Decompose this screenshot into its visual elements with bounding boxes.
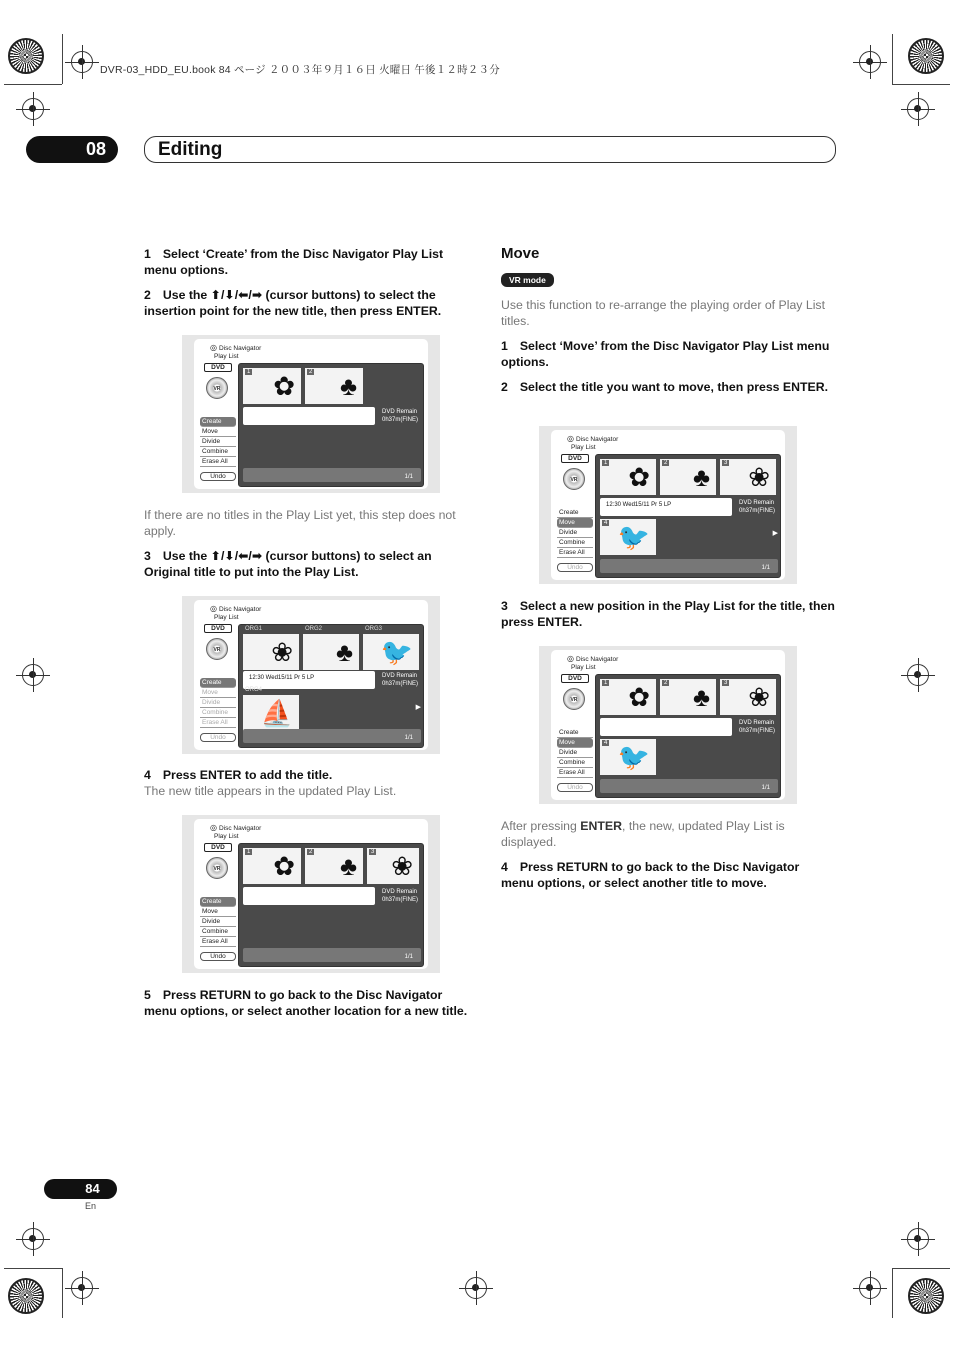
dvd-remain: DVD Remain 0h37m(FINE) <box>382 673 419 687</box>
title-thumb[interactable]: 3 ❀ <box>720 459 776 495</box>
title-thumb[interactable]: 3 ❀ <box>720 679 776 715</box>
language-code: En <box>85 1201 97 1211</box>
screenshot-select-original: ◎ Disc Navigator Play List DVD VR Create Move Divide Combine Erase All Undo ORG1 ❀ ORG2 ♣ ORG3 🐦 12:30 Wed15/11 Pr 5 LP DVD Remain 0h37m(FINE) ORG4 ⛵ ▶ 1/1 <box>182 596 440 754</box>
flower-icon: ❀ <box>748 682 770 712</box>
flower-icon: ❀ <box>748 462 770 492</box>
crop-mark <box>892 1268 893 1318</box>
vr-disc-icon: VR <box>206 857 228 879</box>
left-column-middle <box>144 507 477 580</box>
tree-icon: ♣ <box>339 371 357 401</box>
create-step-5: 5 Press RETURN to go back to the Disc Navigator menu options, or select another location for a new title. <box>144 988 468 1018</box>
registration-mark-icon <box>859 1277 881 1299</box>
crop-mark <box>62 1268 63 1318</box>
playlist-area <box>238 843 424 967</box>
left-column <box>144 246 477 319</box>
dvd-logo: DVD <box>561 454 589 463</box>
after-enter-note: After pressing ENTER, the new, updated Play List is displayed. <box>501 819 785 849</box>
title-thumb[interactable]: 2 ♣ <box>660 679 716 715</box>
starburst-icon <box>8 38 44 74</box>
registration-mark-icon <box>907 664 929 686</box>
registration-mark-icon <box>71 51 93 73</box>
menu-combine[interactable]: Combine <box>200 447 236 457</box>
playlist-menu <box>557 508 593 558</box>
menu-combine[interactable]: Combine <box>557 538 593 548</box>
page-indicator: 1/1 <box>404 474 413 480</box>
registration-mark-icon <box>22 1228 44 1250</box>
title-info-box: 12:30 Wed15/11 Pr 5 LP <box>243 671 375 689</box>
menu-create[interactable]: Create <box>557 508 593 518</box>
playlist-menu <box>200 678 236 728</box>
starburst-icon <box>8 1278 44 1314</box>
create-step-1: 1 Select ‘Create’ from the Disc Navigator Play List menu options. <box>144 247 444 277</box>
playlist-area <box>595 674 781 798</box>
tree-icon: ♣ <box>339 851 357 881</box>
tree-icon: ♣ <box>335 637 353 667</box>
create-step-2: 2 Use the ⬆/⬇/⬅/➡ (cursor buttons) to select the insertion point for the new title, then press ENTER. <box>144 288 442 318</box>
dvd-logo: DVD <box>204 363 232 372</box>
menu-move[interactable]: Move <box>200 688 236 698</box>
playlist-area <box>238 363 424 487</box>
section-heading-move: Move <box>501 245 540 262</box>
right-column <box>501 245 835 395</box>
playlist-area <box>595 454 781 578</box>
move-step-1: 1 Select ‘Move’ from the Disc Navigator Play List menu options. <box>501 339 830 369</box>
org-thumb[interactable]: ORG1 ❀ <box>243 634 299 670</box>
menu-move[interactable]: Move <box>557 518 593 528</box>
leaf-icon: ✿ <box>273 371 295 401</box>
menu-create[interactable]: Create <box>557 728 593 738</box>
registration-mark-icon <box>22 98 44 120</box>
menu-combine[interactable]: Combine <box>200 708 236 718</box>
menu-erase-all[interactable]: Erase All <box>557 548 593 558</box>
print-file-info: DVR-03_HDD_EU.book 84 ページ ２００３年９月１６日 火曜日 午後１２時２３分 <box>100 64 500 76</box>
menu-combine[interactable]: Combine <box>200 927 236 937</box>
menu-divide[interactable]: Divide <box>200 437 236 447</box>
title-thumb[interactable]: 1 ✿ <box>600 459 656 495</box>
bird-icon: 🐦 <box>380 637 413 667</box>
screenshot-updated-playlist: ◎ Disc Navigator Play List DVD VR Create Move Divide Combine Erase All Undo 1 ✿ 2 ♣ 3 ❀ DVD Remain 0h37m(FINE) 1/1 <box>182 815 440 973</box>
menu-divide[interactable]: Divide <box>557 528 593 538</box>
left-column-step5 <box>144 987 477 1019</box>
title-info-box <box>600 718 732 736</box>
dvd-logo: DVD <box>204 624 232 633</box>
registration-mark-icon <box>71 1277 93 1299</box>
status-bar <box>243 468 421 482</box>
org-thumb[interactable]: ORG2 ♣ <box>303 634 359 670</box>
leaf-icon: ✿ <box>628 462 650 492</box>
flower-icon: ❀ <box>391 851 413 881</box>
original-area <box>238 624 424 748</box>
page-indicator: 1/1 <box>761 785 770 791</box>
scroll-right-icon[interactable]: ▶ <box>772 530 778 537</box>
playlist-menu <box>200 897 236 947</box>
menu-divide[interactable]: Divide <box>200 917 236 927</box>
status-bar <box>600 559 778 573</box>
menu-move[interactable]: Move <box>200 427 236 437</box>
page-indicator: 1/1 <box>404 954 413 960</box>
status-bar <box>243 948 421 962</box>
title-thumb[interactable]: 1 ✿ <box>243 848 301 884</box>
title-info-box: 12:30 Wed15/11 Pr 5 LP <box>600 498 732 516</box>
starburst-icon <box>908 38 944 74</box>
registration-mark-icon <box>22 664 44 686</box>
vr-disc-icon: VR <box>206 638 228 660</box>
title-thumb[interactable]: 2 ♣ <box>305 368 363 404</box>
move-step-2: 2 Select the title you want to move, then press ENTER. <box>501 380 829 394</box>
title-thumb[interactable]: 2 ♣ <box>660 459 716 495</box>
move-intro: Use this function to re-arrange the playing order of Play List titles. <box>501 298 825 328</box>
menu-combine[interactable]: Combine <box>557 758 593 768</box>
leaf-icon: ✿ <box>273 851 295 881</box>
page-number: 84 <box>44 1179 117 1199</box>
crop-mark <box>62 34 63 84</box>
left-column-step4 <box>144 767 477 799</box>
dvd-remain: DVD Remain 0h37m(FINE) <box>382 889 419 903</box>
playlist-menu <box>200 417 236 467</box>
title-info-box <box>243 407 375 425</box>
tree-icon: ♣ <box>692 462 710 492</box>
menu-create[interactable]: Create <box>200 678 236 688</box>
title-thumb[interactable]: 2 ♣ <box>305 848 363 884</box>
screenshot-move-position: ◎ Disc Navigator Play List DVD VR Create Move Divide Combine Erase All Undo 1 ✿ 2 ♣ 3 ❀ DVD Remain 0h37m(FINE) 4 🐦 1/1 <box>539 646 797 804</box>
vr-disc-icon: VR <box>563 468 585 490</box>
registration-mark-icon <box>465 1277 487 1299</box>
vr-mode-badge: VR mode <box>501 273 554 287</box>
undo-button[interactable]: Undo <box>557 783 593 792</box>
vr-disc-icon: VR <box>206 377 228 399</box>
status-bar <box>600 779 778 793</box>
playlist-menu <box>557 728 593 778</box>
right-column-end <box>501 818 835 891</box>
crop-mark <box>4 84 62 85</box>
crop-mark <box>892 84 950 85</box>
org-thumb[interactable]: ORG3 🐦 <box>363 634 419 670</box>
vr-disc-icon: VR <box>563 688 585 710</box>
crop-mark <box>892 34 893 84</box>
menu-create[interactable]: Create <box>200 417 236 427</box>
menu-divide[interactable]: Divide <box>200 698 236 708</box>
tree-icon: ♣ <box>692 682 710 712</box>
crop-mark <box>892 1268 950 1269</box>
windsurfer-icon: ⛵ <box>260 698 293 728</box>
create-step-4: 4 Press ENTER to add the title. <box>144 768 333 782</box>
title-info-box <box>243 887 375 905</box>
dvd-remain: DVD Remain 0h37m(FINE) <box>382 409 419 423</box>
dvd-remain: DVD Remain 0h37m(FINE) <box>739 500 776 514</box>
chapter-title: Editing <box>144 136 836 163</box>
registration-mark-icon <box>859 51 881 73</box>
title-thumb[interactable]: 1 ✿ <box>600 679 656 715</box>
crop-mark <box>4 1268 62 1269</box>
note-new-title: The new title appears in the updated Play List. <box>144 784 397 798</box>
move-step-4: 4 Press RETURN to go back to the Disc Navigator menu options, or select another title to move. <box>501 860 800 890</box>
title-thumb[interactable]: 3 ❀ <box>367 848 419 884</box>
chapter-number-tab: 08 <box>26 136 118 163</box>
menu-erase-all[interactable]: Erase All <box>200 457 236 467</box>
screenshot-move-select: ◎ Disc Navigator Play List DVD VR Create Move Divide Combine Erase All Undo 1 ✿ 2 ♣ 3 ❀ 12:30 Wed15/11 Pr 5 LP DVD Remain 0h37m(FINE) 4 🐦 ▶ 1/1 <box>539 426 797 584</box>
menu-create[interactable]: Create <box>200 897 236 907</box>
screenshot-create-insert: ◎ Disc Navigator Play List DVD VR Create Move Divide Combine Erase All Undo 1 ✿ 2 ♣ DVD Remain 0h37m(FINE) 1/1 <box>182 335 440 493</box>
status-bar <box>243 729 421 743</box>
dvd-remain: DVD Remain 0h37m(FINE) <box>739 720 776 734</box>
menu-erase-all[interactable]: Erase All <box>200 718 236 728</box>
flower-icon: ❀ <box>271 637 293 667</box>
menu-divide[interactable]: Divide <box>557 748 593 758</box>
move-step-3: 3 Select a new position in the Play List for the title, then press ENTER. <box>501 599 835 629</box>
registration-mark-icon <box>907 1228 929 1250</box>
menu-move[interactable]: Move <box>557 738 593 748</box>
starburst-icon <box>908 1278 944 1314</box>
bird-icon: 🐦 <box>617 742 650 772</box>
undo-button[interactable]: Undo <box>200 952 236 961</box>
leaf-icon: ✿ <box>628 682 650 712</box>
create-step-3: 3 Use the ⬆/⬇/⬅/➡ (cursor buttons) to select an Original title to put into the Play List. <box>144 549 432 579</box>
dvd-logo: DVD <box>204 843 232 852</box>
right-column-step3 <box>501 598 835 630</box>
bird-icon: 🐦 <box>617 522 650 552</box>
page-indicator: 1/1 <box>761 565 770 571</box>
page-indicator: 1/1 <box>404 735 413 741</box>
undo-button[interactable]: Undo <box>200 472 236 481</box>
menu-erase-all[interactable]: Erase All <box>200 937 236 947</box>
undo-button[interactable]: Undo <box>557 563 593 572</box>
scroll-right-icon[interactable]: ▶ <box>415 704 421 711</box>
org-thumb[interactable]: ORG4 ⛵ <box>243 695 299 731</box>
registration-mark-icon <box>907 98 929 120</box>
title-thumb[interactable]: 1 ✿ <box>243 368 301 404</box>
menu-erase-all[interactable]: Erase All <box>557 768 593 778</box>
dvd-logo: DVD <box>561 674 589 683</box>
menu-move[interactable]: Move <box>200 907 236 917</box>
title-thumb[interactable]: 4 🐦 <box>600 739 656 775</box>
note-no-titles: If there are no titles in the Play List yet, this step does not apply. <box>144 508 456 538</box>
undo-button[interactable]: Undo <box>200 733 236 742</box>
title-thumb[interactable]: 4 🐦 <box>600 519 656 555</box>
